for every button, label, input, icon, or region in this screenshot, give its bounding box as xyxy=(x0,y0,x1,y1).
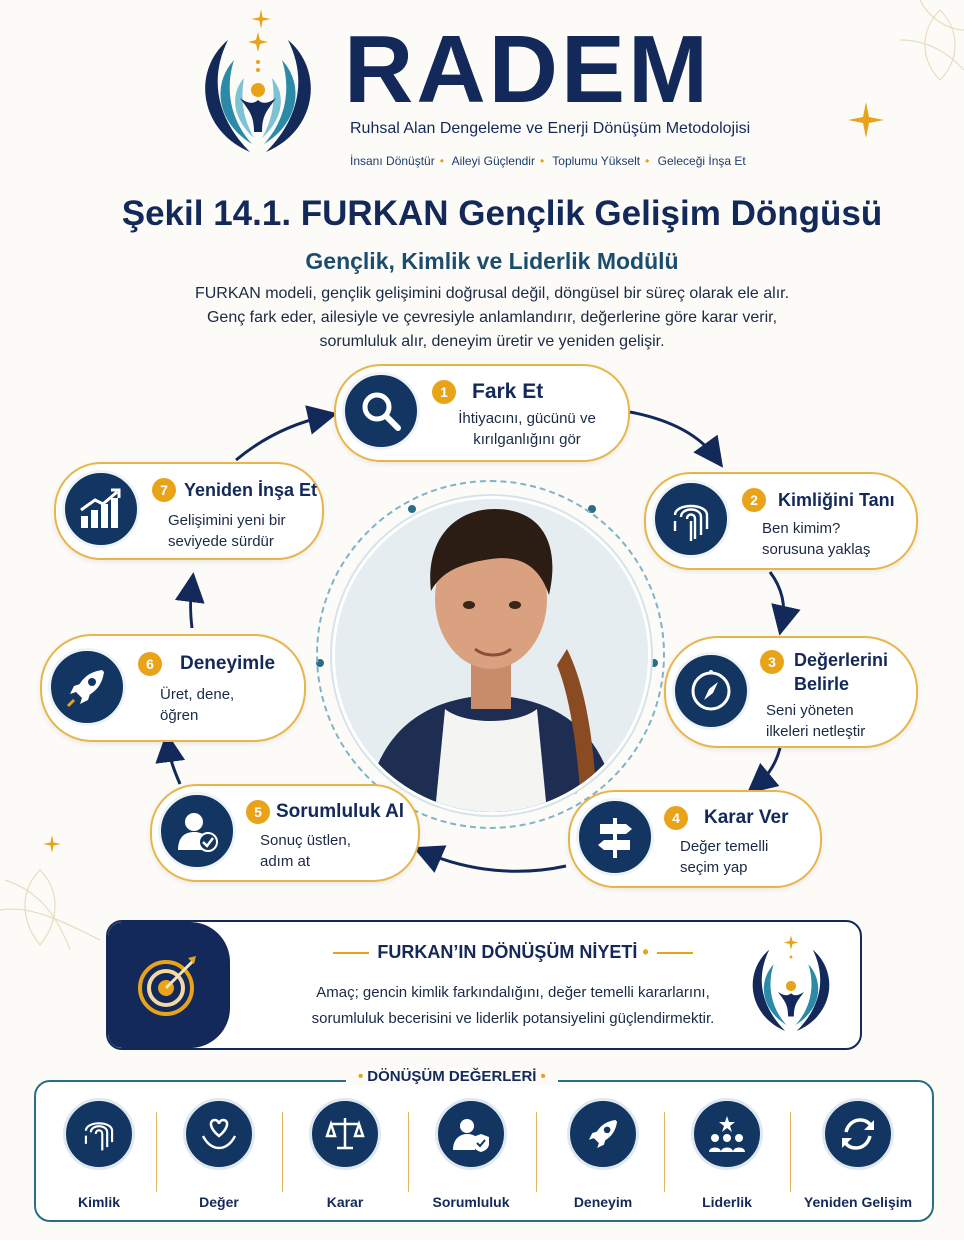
value-item-yeniden-gelisim xyxy=(788,1098,928,1210)
values-title: • DÖNÜŞÜM DEĞERLERİ • xyxy=(346,1068,558,1085)
value-label: Sorumluluk xyxy=(432,1194,510,1210)
step-desc-line: Değer temelli xyxy=(680,838,769,855)
tagline-item: Toplumu Yükselt xyxy=(552,154,641,168)
step-card-6 xyxy=(40,634,306,742)
step-desc-line: İhtiyacını, gücünü ve xyxy=(458,410,596,427)
step-number: 7 xyxy=(152,478,176,502)
intro-line: sorumluluk alır, deneyim üretir ve yeniden gelişir. xyxy=(319,333,665,350)
step-desc-line: kırılganlığını gör xyxy=(473,431,581,448)
step-description xyxy=(766,700,865,742)
intention-text xyxy=(248,980,778,1032)
step-title: Sorumluluk Al xyxy=(276,801,405,822)
value-item-liderlik xyxy=(664,1098,790,1210)
floral-ornament xyxy=(880,0,964,100)
radem-logo-icon xyxy=(188,10,328,170)
step-card-4 xyxy=(568,790,822,888)
step-desc-line: Üret, dene, xyxy=(160,686,235,703)
intention-line: Amaç; gencin kimlik farkındalığını, değer temelli kararlarını, xyxy=(316,984,710,1001)
step-title: Kimliğini Tanı xyxy=(778,490,895,510)
sparkle-icon xyxy=(846,100,886,140)
intention-title-text: FURKAN’IN DÖNÜŞÜM NİYETİ xyxy=(377,942,638,962)
tagline-item: Aileyi Güçlendir xyxy=(451,154,535,168)
intention-line: sorumluluk becerisini ve liderlik potansiyelini güçlendirmektir. xyxy=(311,1010,715,1027)
value-label: Değer xyxy=(199,1194,239,1210)
values-title-text: DÖNÜŞÜM DEĞERLERİ xyxy=(367,1068,537,1085)
user-shield-icon xyxy=(435,1098,507,1170)
step-description xyxy=(260,830,351,872)
step-title: Karar Ver xyxy=(704,807,789,828)
step-desc-line: seçim yap xyxy=(680,859,748,876)
step-description xyxy=(160,684,234,726)
intro-text xyxy=(120,282,864,354)
step-title-line: Belirle xyxy=(794,674,850,694)
value-item-kimlik xyxy=(36,1098,162,1210)
step-desc-line: adım at xyxy=(260,853,311,870)
step-title: Yeniden İnşa Et xyxy=(184,480,318,500)
rocket-icon xyxy=(48,648,126,726)
value-label: Liderlik xyxy=(702,1194,752,1210)
step-number: 2 xyxy=(742,488,766,512)
value-label: Kimlik xyxy=(77,1194,120,1210)
step-card-3 xyxy=(664,636,918,748)
compass-icon xyxy=(672,652,750,730)
value-item-sorumluluk xyxy=(408,1098,534,1210)
tagline: İnsanı Dönüştür • Aileyi Güçlendir • Toplumu Yükselt • Geleceği İnşa Et xyxy=(350,154,746,168)
radem-logo-icon xyxy=(736,928,846,1044)
search-icon xyxy=(342,372,420,450)
page-title: Şekil 14.1. FURKAN Gençlik Gelişim Döngüsü xyxy=(121,194,883,233)
tagline-item: İnsanı Dönüştür xyxy=(350,154,435,168)
rocket-icon xyxy=(567,1098,639,1170)
values-panel xyxy=(34,1080,934,1222)
signpost-icon xyxy=(576,798,654,876)
step-title: Fark Et xyxy=(472,380,544,403)
heart-hands-icon xyxy=(183,1098,255,1170)
target-icon xyxy=(108,922,230,1048)
step-title: Deneyimle xyxy=(180,653,276,674)
step-number: 1 xyxy=(432,380,456,404)
step-title xyxy=(794,648,888,696)
value-item-deneyim xyxy=(540,1098,666,1210)
page-subtitle: Gençlik, Kimlik ve Liderlik Modülü xyxy=(305,248,679,274)
step-description xyxy=(762,518,870,560)
step-desc-line: öğren xyxy=(160,707,199,724)
refresh-icon xyxy=(822,1098,894,1170)
step-card-2 xyxy=(644,472,918,570)
step-number: 3 xyxy=(760,650,784,674)
value-label: Yeniden Gelişim xyxy=(803,1194,913,1210)
intention-title: FURKAN’IN DÖNÜŞÜM NİYETİ • xyxy=(268,942,758,963)
intention-panel xyxy=(106,920,862,1050)
step-number: 6 xyxy=(138,652,162,676)
step-desc-line: Gelişimini yeni bir xyxy=(168,512,286,529)
step-desc-line: seviyede sürdür xyxy=(168,533,274,550)
step-card-1 xyxy=(334,364,630,462)
brand-name: RADEM xyxy=(344,16,711,123)
value-label: Karar xyxy=(326,1194,364,1210)
step-desc-line: Sonuç üstlen, xyxy=(260,832,351,849)
step-desc-line: Ben kimim? xyxy=(762,520,841,537)
value-label: Deneyim xyxy=(573,1194,633,1210)
fingerprint-icon xyxy=(652,480,730,558)
brand-subtitle: Ruhsal Alan Dengeleme ve Enerji Dönüşüm Metodolojisi xyxy=(350,120,751,137)
team-star-icon xyxy=(691,1098,763,1170)
step-description xyxy=(680,836,768,878)
scales-icon xyxy=(309,1098,381,1170)
user-check-icon xyxy=(158,792,236,870)
step-description xyxy=(168,510,286,552)
step-number: 5 xyxy=(246,800,270,824)
step-description xyxy=(442,408,612,450)
step-card-7 xyxy=(54,462,324,560)
step-desc-line: Seni yöneten xyxy=(766,702,854,719)
step-title-line: Değerlerini xyxy=(794,650,889,670)
value-item-karar xyxy=(282,1098,408,1210)
intro-line: FURKAN modeli, gençlik gelişimini doğrusal değil, döngüsel bir süreç olarak ele alır. xyxy=(194,285,790,302)
fingerprint-icon xyxy=(63,1098,135,1170)
tagline-item: Geleceği İnşa Et xyxy=(657,154,746,168)
step-card-5 xyxy=(150,784,420,882)
step-desc-line: ilkeleri netleştir xyxy=(766,723,866,740)
step-number: 4 xyxy=(664,806,688,830)
growth-chart-icon xyxy=(62,470,140,548)
intro-line: Genç fark eder, ailesiyle ve çevresiyle anlamlandırır, değerlerine göre karar verir, xyxy=(206,309,778,326)
step-desc-line: sorusuna yaklaş xyxy=(762,541,871,558)
youth-portrait-image xyxy=(332,496,651,815)
value-item-deger xyxy=(156,1098,282,1210)
